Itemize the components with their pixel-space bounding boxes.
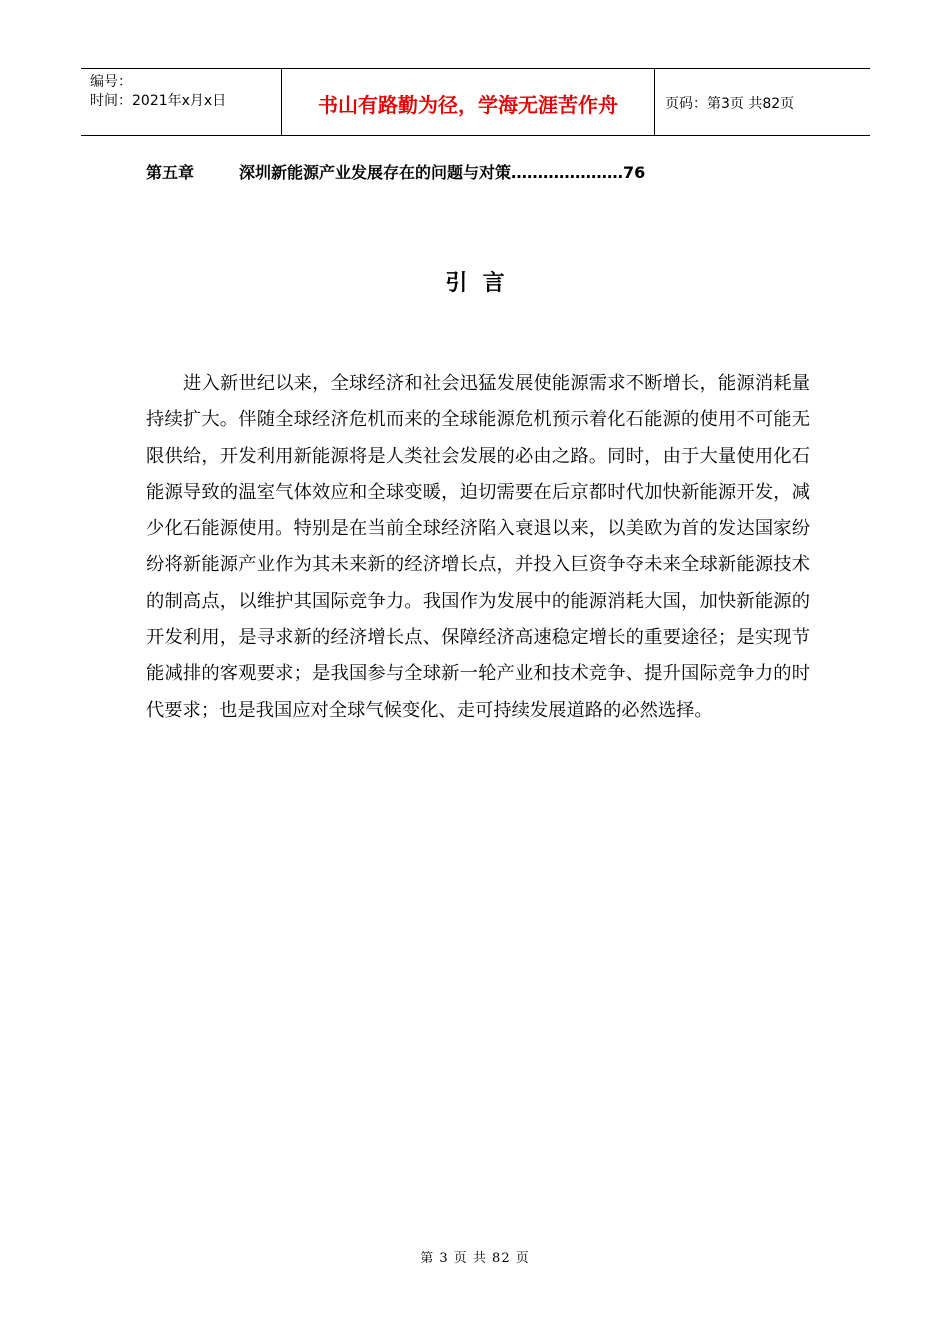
body-paragraph: 进入新世纪以来，全球经济和社会迅猛发展使能源需求不断增长，能源消耗量持续扩大。伴随全球经济危机而来的全球能源危机预示着化石能源的使用不可能无限供给，开发利用新能源将是人类社会发展的必由之路。同时，由于大量使用化石能源导致的温室气体效应和全球变暖，迫切需要在后京都时代加快新能源开发，减少化石能源使用。特别是在当前全球经济陷入衰退以来，以美欧为首的发达国家纷纷将新能源产业作为其未来新的经济增长点，并投入巨资争夺未来全球新能源技术的制高点，以维护其国际竞争力。我国作为发展中的能源消耗大国，加快新能源的开发利用，是寻求新的经济增长点、保障经济高速稳定增长的重要途径；是实现节能减排的客观要求；是我国参与全球新一轮产业和技术竞争、提升国际竞争力的时代要求；也是我国应对全球气候变化、走可持续发展道路的必然选择。 [146, 373, 810, 721]
toc-entry [146, 160, 645, 183]
header-meta-cell [81, 69, 282, 135]
page-footer: 第 3 页 共 82 页 [420, 1251, 530, 1266]
toc-chapter-title: 深圳新能源产业发展存在的问题与对策 [239, 163, 512, 182]
header-page-info-cell [655, 69, 870, 135]
section-title: 引 言 [445, 271, 505, 296]
header-motto: 书山有路勤为径，学海无涯苦作舟 [318, 93, 618, 117]
toc-page-number: 76 [623, 163, 646, 182]
header-page-info: 页码：第3页 共82页 [665, 95, 795, 112]
document-date-label: 时间：2021年x月x日 [90, 93, 227, 109]
toc-chapter-number: 第五章 [146, 163, 195, 182]
header-motto-cell [282, 69, 655, 135]
toc-leader-dots: ………………… [511, 163, 624, 182]
document-number-label: 编号： [90, 74, 132, 90]
page-header [81, 68, 870, 136]
